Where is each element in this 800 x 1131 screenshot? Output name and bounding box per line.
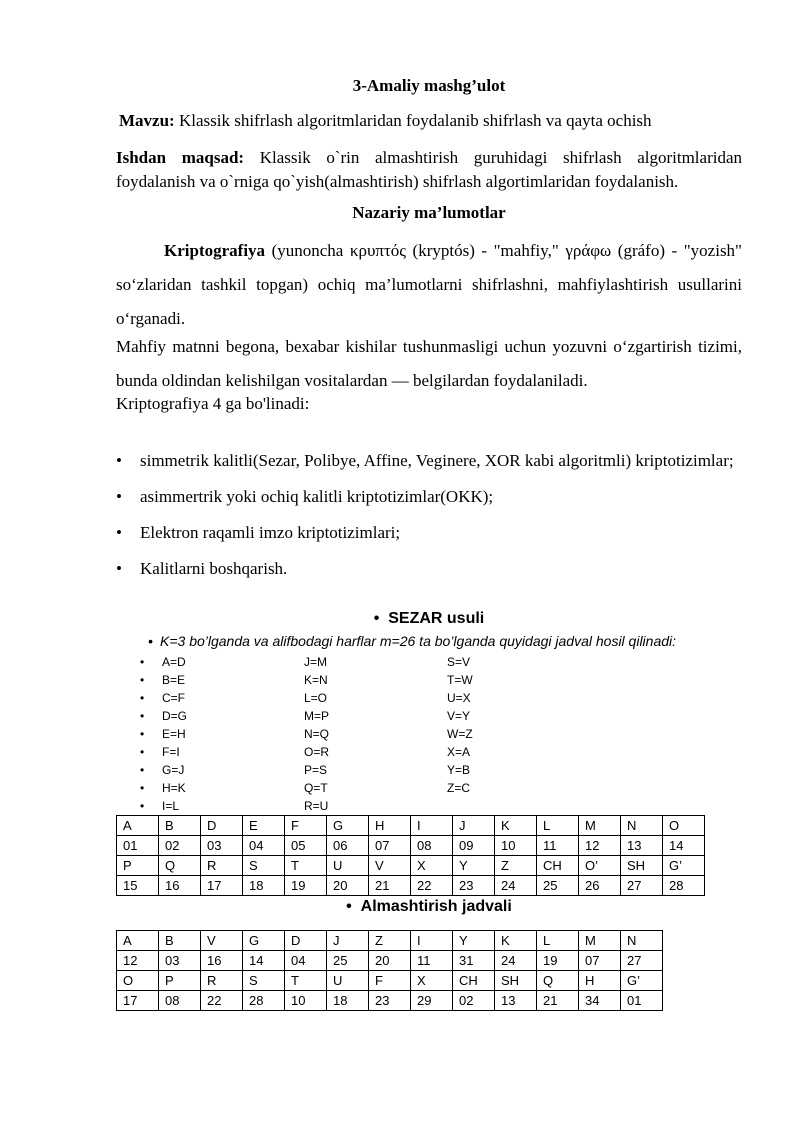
table-row (117, 836, 705, 856)
table-cell: 12 (117, 951, 159, 971)
mapping-item: U=X (447, 691, 471, 705)
table-cell: Q (537, 971, 579, 991)
cryptography-paragraph (116, 234, 742, 336)
mapping-item: • F=I (140, 745, 180, 759)
topic-label: Mavzu: (119, 111, 175, 130)
table-cell: Q (159, 856, 201, 876)
table-cell: R (201, 856, 243, 876)
table-cell: Y (453, 856, 495, 876)
sezar-note: • K=3 bo’lganda va alifbodagi harflar m=26 ta bo’lganda quyidagi jadval hosil qilinadi: (148, 633, 677, 649)
table-cell: 13 (621, 836, 663, 856)
mapping-item: • H=K (140, 781, 186, 795)
table-cell: 08 (159, 991, 201, 1011)
table-cell: 01 (117, 836, 159, 856)
mapping-item: Y=B (447, 763, 471, 777)
substitution-heading: • Almashtirish jadvali (346, 898, 512, 915)
table-cell: 26 (579, 876, 621, 896)
table-cell: 29 (411, 991, 453, 1011)
table-cell: 19 (537, 951, 579, 971)
table-cell: 16 (201, 951, 243, 971)
secret-text-paragraph: Mahfiy matnni begona, bexabar kishilar tushunmasligi uchun yozuvni o‘zgartirish tizimi, bunda oldindan kelishilgan vositalardan — belgilardan foydalaniladi. (116, 337, 742, 390)
table-cell: 34 (579, 991, 621, 1011)
table-cell: 18 (243, 876, 285, 896)
table-cell: J (453, 816, 495, 836)
table-cell: 04 (243, 836, 285, 856)
mapping-item: • E=H (140, 727, 186, 741)
table-cell: 22 (201, 991, 243, 1011)
goal-paragraph (116, 146, 742, 194)
table-cell: M (579, 816, 621, 836)
table-cell: K (495, 816, 537, 836)
table-cell: 04 (285, 951, 327, 971)
mapping-item: Z=C (447, 781, 471, 795)
table-cell: B (159, 931, 201, 951)
table-cell: 07 (369, 836, 411, 856)
table-cell: 02 (453, 991, 495, 1011)
table-cell: J (327, 931, 369, 951)
table-cell: O’ (579, 856, 621, 876)
bullet-icon: • (140, 709, 145, 723)
division-list (116, 446, 742, 590)
table-cell: 24 (495, 951, 537, 971)
table-cell: 11 (411, 951, 453, 971)
bullet-icon: • (140, 799, 145, 813)
mapping-item: • C=F (140, 691, 186, 705)
table-cell: S (243, 856, 285, 876)
bullet-icon: • (148, 633, 153, 649)
mapping-item: O=R (304, 745, 330, 759)
table-cell: O (117, 971, 159, 991)
table-cell: P (117, 856, 159, 876)
table-cell: R (201, 971, 243, 991)
table-cell: 01 (621, 991, 663, 1011)
mapping-column-2 (304, 653, 329, 815)
table-cell: N (621, 931, 663, 951)
table-cell: 17 (117, 991, 159, 1011)
table-cell: 15 (117, 876, 159, 896)
mapping-item: P=S (304, 763, 328, 777)
table-cell: CH (537, 856, 579, 876)
list-item: • simmetrik kalitli(Sezar, Polibye, Affine, Veginere, XOR kabi algoritmli) kriptotizimlar; (116, 446, 742, 476)
table-cell: V (369, 856, 411, 876)
table-cell: S (243, 971, 285, 991)
table-cell: 20 (369, 951, 411, 971)
table-cell: 02 (159, 836, 201, 856)
table-cell: X (411, 971, 453, 991)
mapping-item: N=Q (304, 727, 330, 741)
table-cell: 19 (285, 876, 327, 896)
table-cell: 17 (201, 876, 243, 896)
table-cell: N (621, 816, 663, 836)
table-cell: D (201, 816, 243, 836)
list-item: • Kalitlarni boshqarish. (116, 554, 742, 584)
mapping-item: • I=L (140, 799, 180, 813)
topic-line (119, 111, 652, 131)
table-row (117, 876, 705, 896)
sezar-heading: • SEZAR usuli (373, 610, 485, 627)
table-cell: 12 (579, 836, 621, 856)
table-cell: 22 (411, 876, 453, 896)
mapping-item: L=O (304, 691, 328, 705)
table-cell: 14 (663, 836, 705, 856)
table-cell: L (537, 931, 579, 951)
mapping-item: • D=G (140, 709, 188, 723)
table-cell: 23 (369, 991, 411, 1011)
bullet-icon: • (140, 745, 145, 759)
cryptography-text: (yunoncha κρυπτός (kryptós) - "mahfiy," γράφω (gráfo) - "yozish" so‘zlaridan tashkil topgan) ochiq ma’lumotlarni shifrlashni, mahfiylashtirish usullarini o‘rganadi. (116, 241, 742, 328)
table-cell: A (117, 931, 159, 951)
table-cell: SH (495, 971, 537, 991)
table-cell: 09 (453, 836, 495, 856)
mapping-column-1 (140, 653, 187, 815)
table-cell: 03 (201, 836, 243, 856)
division-intro: Kriptografiya 4 ga bo'linadi: (116, 394, 310, 413)
substitution-table (116, 930, 663, 1011)
table-cell: X (411, 856, 453, 876)
table-cell: 23 (453, 876, 495, 896)
bullet-icon: • (346, 898, 352, 915)
table-cell: 20 (327, 876, 369, 896)
table-cell: G (327, 816, 369, 836)
table-cell: U (327, 971, 369, 991)
table-cell: T (285, 971, 327, 991)
table-cell: 27 (621, 951, 663, 971)
table-cell: 13 (495, 991, 537, 1011)
table-cell: V (201, 931, 243, 951)
bullet-icon: • (140, 655, 145, 669)
table-cell: L (537, 816, 579, 836)
topic-text: Klassik shifrlash algoritmlaridan foydalanib shifrlash va qayta ochish (174, 111, 652, 130)
table-cell: H (579, 971, 621, 991)
mapping-item: J=M (304, 655, 328, 669)
mapping-item: M=P (304, 709, 330, 723)
table-row (117, 951, 663, 971)
table-row (117, 971, 663, 991)
bullet-icon: • (116, 487, 122, 506)
table-cell: Z (369, 931, 411, 951)
table-cell: T (285, 856, 327, 876)
table-cell: 25 (537, 876, 579, 896)
bullet-icon: • (140, 727, 145, 741)
table-cell: 16 (159, 876, 201, 896)
bullet-icon: • (140, 763, 145, 777)
table-cell: G’ (621, 971, 663, 991)
mapping-item: S=V (447, 655, 471, 669)
table-cell: 21 (537, 991, 579, 1011)
table-row (117, 931, 663, 951)
table-cell: I (411, 816, 453, 836)
table-cell: P (159, 971, 201, 991)
table-cell: U (327, 856, 369, 876)
bullet-icon: • (116, 523, 122, 542)
table-cell: 14 (243, 951, 285, 971)
bullet-icon: • (373, 610, 380, 627)
table-cell: 25 (327, 951, 369, 971)
table-cell: SH (621, 856, 663, 876)
table-cell: 24 (495, 876, 537, 896)
table-cell: 10 (285, 991, 327, 1011)
table-cell: Y (453, 931, 495, 951)
mapping-item: K=N (304, 673, 328, 687)
bullet-icon: • (116, 451, 122, 470)
mapping-item: T=W (447, 673, 473, 687)
table-cell: G (243, 931, 285, 951)
table-row (117, 816, 705, 836)
table-row (117, 856, 705, 876)
mapping-item: • A=D (140, 655, 186, 669)
table-cell: F (369, 971, 411, 991)
table-cell: 31 (453, 951, 495, 971)
table-cell: M (579, 931, 621, 951)
table-cell: CH (453, 971, 495, 991)
table-cell: 06 (327, 836, 369, 856)
mapping-item: R=U (304, 799, 329, 813)
goal-text: Klassik o`rin almashtirish guruhidagi shifrlash algoritmlaridan foydalanish va o`rniga qo`yish(almashtirish) shifrlash algortimlaridan foydalanish. (116, 148, 742, 191)
table-cell: 28 (663, 876, 705, 896)
table-cell: 08 (411, 836, 453, 856)
table-cell: Z (495, 856, 537, 876)
page-title: 3-Amaliy mashg’ulot (352, 76, 506, 95)
table-cell: 28 (243, 991, 285, 1011)
table-cell: 03 (159, 951, 201, 971)
table-cell: 11 (537, 836, 579, 856)
list-item: • asimmertrik yoki ochiq kalitli kriptotizimlar(OKK); (116, 482, 742, 512)
section-heading: Nazariy ma’lumotlar (352, 203, 506, 222)
cryptography-term: Kriptografiya (164, 241, 266, 260)
table-cell: 05 (285, 836, 327, 856)
mapping-item: W=Z (447, 727, 473, 741)
bullet-icon: • (140, 673, 145, 687)
table-row (117, 991, 663, 1011)
table-cell: 10 (495, 836, 537, 856)
table-cell: B (159, 816, 201, 836)
alphabet-number-table (116, 815, 705, 896)
goal-label: Ishdan maqsad: (116, 148, 245, 167)
table-cell: K (495, 931, 537, 951)
table-cell: I (411, 931, 453, 951)
table-cell: 07 (579, 951, 621, 971)
table-cell: 21 (369, 876, 411, 896)
mapping-column-3 (447, 653, 473, 797)
mapping-item: Q=T (304, 781, 328, 795)
list-item: • Elektron raqamli imzo kriptotizimlari; (116, 518, 742, 548)
table-cell: O (663, 816, 705, 836)
mapping-item: • B=E (140, 673, 186, 687)
table-cell: A (117, 816, 159, 836)
table-cell: 27 (621, 876, 663, 896)
mapping-item: V=Y (447, 709, 471, 723)
bullet-icon: • (116, 559, 122, 578)
mapping-item: • G=J (140, 763, 185, 777)
table-cell: E (243, 816, 285, 836)
mapping-item: X=A (447, 745, 471, 759)
table-cell: D (285, 931, 327, 951)
bullet-icon: • (140, 781, 145, 795)
table-cell: G’ (663, 856, 705, 876)
table-cell: 18 (327, 991, 369, 1011)
table-cell: F (285, 816, 327, 836)
table-cell: H (369, 816, 411, 836)
bullet-icon: • (140, 691, 145, 705)
